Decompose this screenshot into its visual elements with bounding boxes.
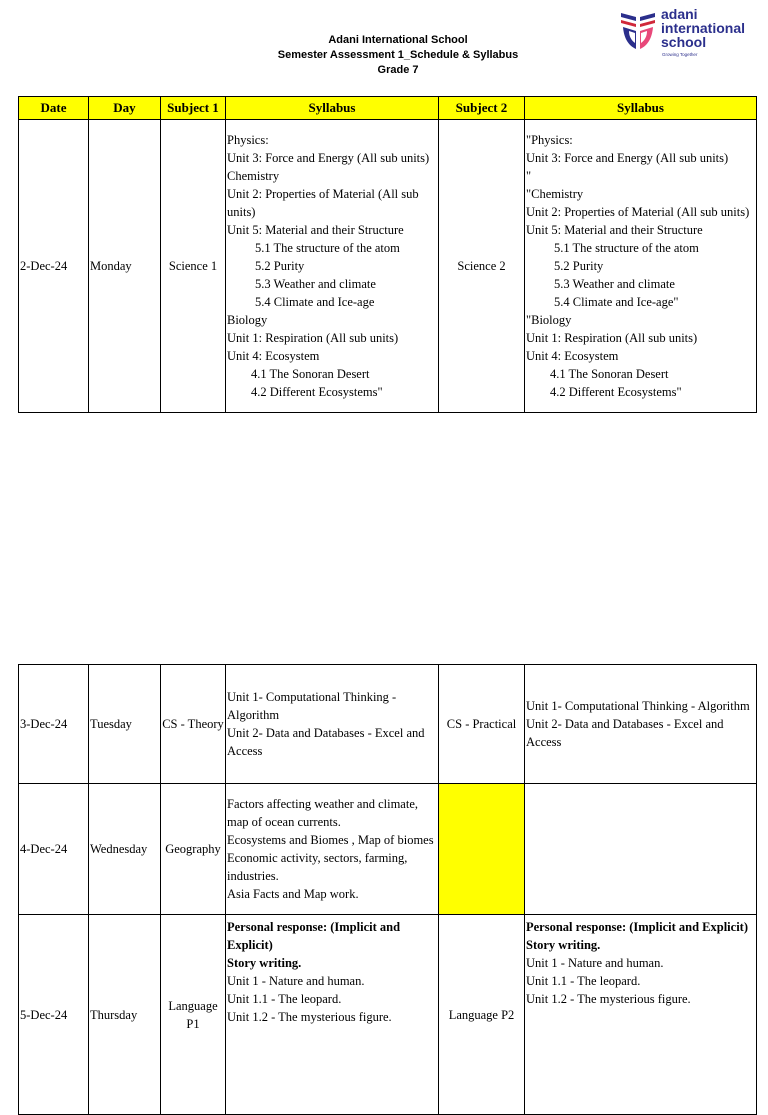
document-title: Semester Assessment 1_Schedule & Syllabus bbox=[277, 49, 519, 61]
syllabus-2-cell-empty bbox=[525, 784, 757, 915]
date-cell: 3-Dec-24 bbox=[19, 665, 89, 784]
header-syllabus-2: Syllabus bbox=[525, 97, 757, 120]
subject-1-cell: CS - Theory bbox=[161, 665, 226, 784]
table-row bbox=[19, 120, 757, 413]
subject-1-cell: Language P1 bbox=[161, 915, 226, 1115]
subject-1-cell: Geography bbox=[161, 784, 226, 915]
syllabus-1-cell: Factors affecting weather and climate, map of ocean currents. Ecosystems and Biomes , Map of biomes Economic activity, sectors, farming, industries. Asia Facts and Map work. bbox=[226, 784, 439, 915]
schedule-table-top bbox=[18, 96, 757, 413]
subject-1-cell: Science 1 bbox=[161, 120, 226, 413]
header-subject-1: Subject 1 bbox=[161, 97, 226, 120]
syllabus-1-cell: Physics: Unit 3: Force and Energy (All sub units) Chemistry Unit 2: Properties of Material (All sub units) Unit 5: Material and their Structure 5.1 The structure of the atom 5.2 Purity 5.3 Weather and climate 5.4 Climate and Ice-age Biology Unit 1: Respiration (All sub units) Unit 4: Ecosystem 4.1 The Sonoran Desert 4.2 Different Ecosystems" bbox=[226, 120, 439, 413]
date-cell: 2-Dec-24 bbox=[19, 120, 89, 413]
subject-2-cell: CS - Practical bbox=[439, 665, 525, 784]
school-name: Adani International School bbox=[328, 34, 468, 46]
subject-2-cell: Science 2 bbox=[439, 120, 525, 413]
syllabus-1-cell: Personal response: (Implicit and Explicit) Story writing. Unit 1 - Nature and human. Unit 1.1 - The leopard. Unit 1.2 - The mysterious figure. bbox=[226, 915, 439, 1115]
table-row bbox=[19, 915, 757, 1115]
day-cell: Tuesday bbox=[89, 665, 161, 784]
header-date: Date bbox=[19, 97, 89, 120]
book-shield-icon bbox=[619, 9, 657, 53]
syllabus-2-cell: "Physics: Unit 3: Force and Energy (All sub units) " "Chemistry Unit 2: Properties of Material (All sub units) Unit 5: Material and their Structure 5.1 The structure of the atom 5.2 Purity 5.3 Weather and climate 5.4 Climate and Ice-age" "Biology Unit 1: Respiration (All sub units) Unit 4: Ecosystem 4.1 The Sonoran Desert 4.2 Different Ecosystems" bbox=[525, 120, 757, 413]
subject-2-cell: Language P2 bbox=[439, 915, 525, 1115]
logo-tagline: Growing Together bbox=[662, 52, 698, 57]
header-day: Day bbox=[89, 97, 161, 120]
table-row bbox=[19, 665, 757, 784]
syllabus-2-cell: Personal response: (Implicit and Explicit) Story writing. Unit 1 - Nature and human. Unit 1.1 - The leopard. Unit 1.2 - The mysterious figure. bbox=[525, 915, 757, 1115]
subject-2-cell-empty bbox=[439, 784, 525, 915]
day-cell: Wednesday bbox=[89, 784, 161, 915]
syllabus-1-cell: Unit 1- Computational Thinking - Algorithm Unit 2- Data and Databases - Excel and Access bbox=[226, 665, 439, 784]
header-syllabus-1: Syllabus bbox=[226, 97, 439, 120]
school-logo bbox=[619, 7, 749, 63]
day-cell: Thursday bbox=[89, 915, 161, 1115]
date-cell: 5-Dec-24 bbox=[19, 915, 89, 1115]
syllabus-2-cell: Unit 1- Computational Thinking - Algorithm Unit 2- Data and Databases - Excel and Access bbox=[525, 665, 757, 784]
logo-wordmark: adani international school bbox=[661, 6, 746, 50]
date-cell: 4-Dec-24 bbox=[19, 784, 89, 915]
table-header-row bbox=[19, 97, 757, 120]
table-row bbox=[19, 784, 757, 915]
schedule-table-bottom bbox=[18, 664, 757, 1115]
grade-label: Grade 7 bbox=[377, 64, 419, 76]
day-cell: Monday bbox=[89, 120, 161, 413]
header-subject-2: Subject 2 bbox=[439, 97, 525, 120]
